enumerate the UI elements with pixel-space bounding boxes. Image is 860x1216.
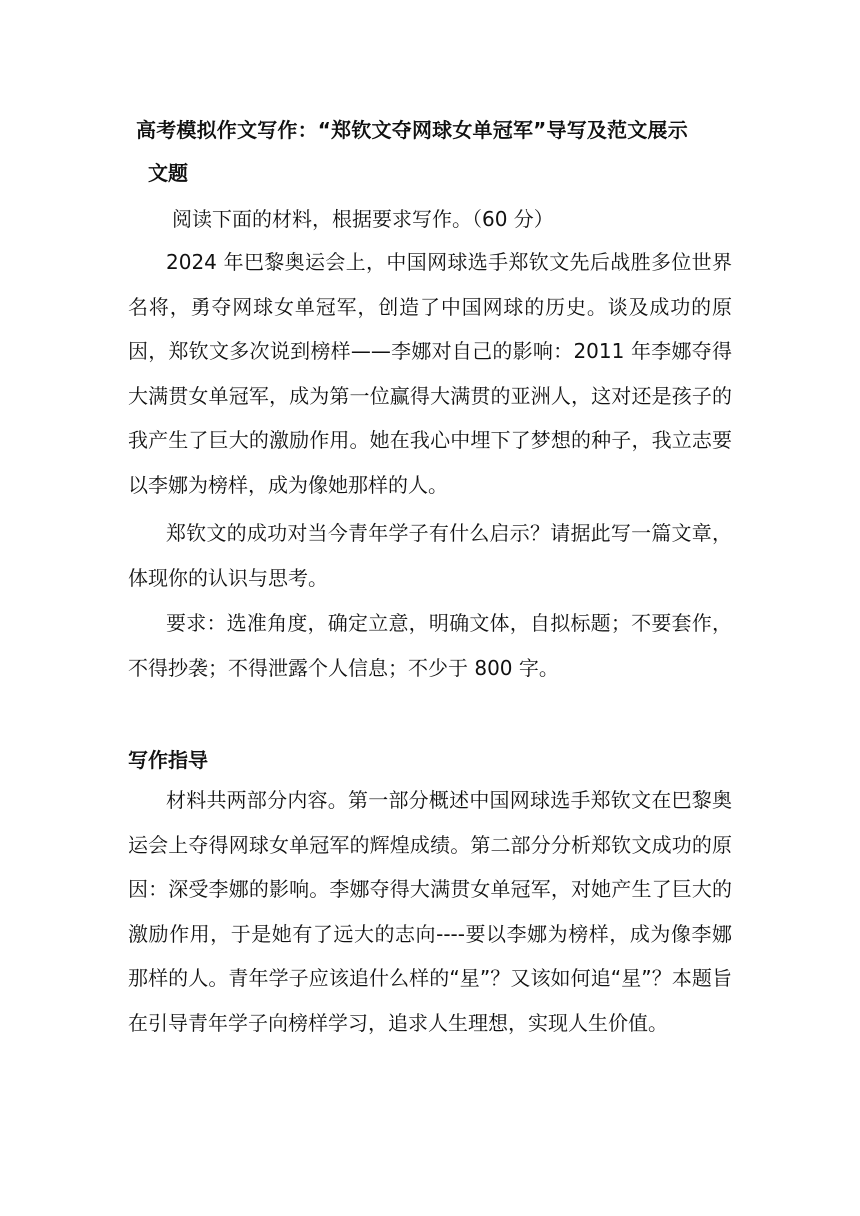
guide-heading: 写作指导 xyxy=(128,748,208,772)
prompt-material-paragraph: 2024 年巴黎奥运会上，中国网球选手郑钦文先后战胜多位世界名将，勇夺网球女单冠军，创造了中国网球的历史。谈及成功的原因，郑钦文多次说到榜样——李娜对自己的影响：2011 年李娜夺得大满贯女单冠军，成为第一位赢得大满贯的亚洲人，这对还是孩子的我产生了巨大的激励作用。她在我心中埋下了梦想的种子，我立志要以李娜为榜样，成为像她那样的人。 xyxy=(128,250,732,497)
document-title: 高考模拟作文写作：“郑钦文夺网球女单冠军”导写及范文展示 xyxy=(136,118,688,142)
guide-paragraph: 材料共两部分内容。第一部分概述中国网球选手郑钦文在巴黎奥运会上夺得网球女单冠军的辉煌成绩。第二部分分析郑钦文成功的原因：深受李娜的影响。李娜夺得大满贯女单冠军，对她产生了巨大的激励作用，于是她有了远大的志向----要以李娜为榜样，成为像李娜那样的人。青年学子应该追什么样的“星”？又该如何追“星”？本题旨在引导青年学子向榜样学习，追求人生理想，实现人生价值。 xyxy=(128,788,732,1035)
prompt-heading: 文题 xyxy=(148,161,188,185)
prompt-requirements-paragraph: 要求：选准角度，确定立意，明确文体，自拟标题；不要套作，不得抄袭；不得泄露个人信息；不少于 800 字。 xyxy=(128,611,732,680)
prompt-intro: 阅读下面的材料，根据要求写作。（60 分） xyxy=(172,207,554,231)
prompt-question-paragraph: 郑钦文的成功对当今青年学子有什么启示？请据此写一篇文章，体现你的认识与思考。 xyxy=(128,521,732,590)
